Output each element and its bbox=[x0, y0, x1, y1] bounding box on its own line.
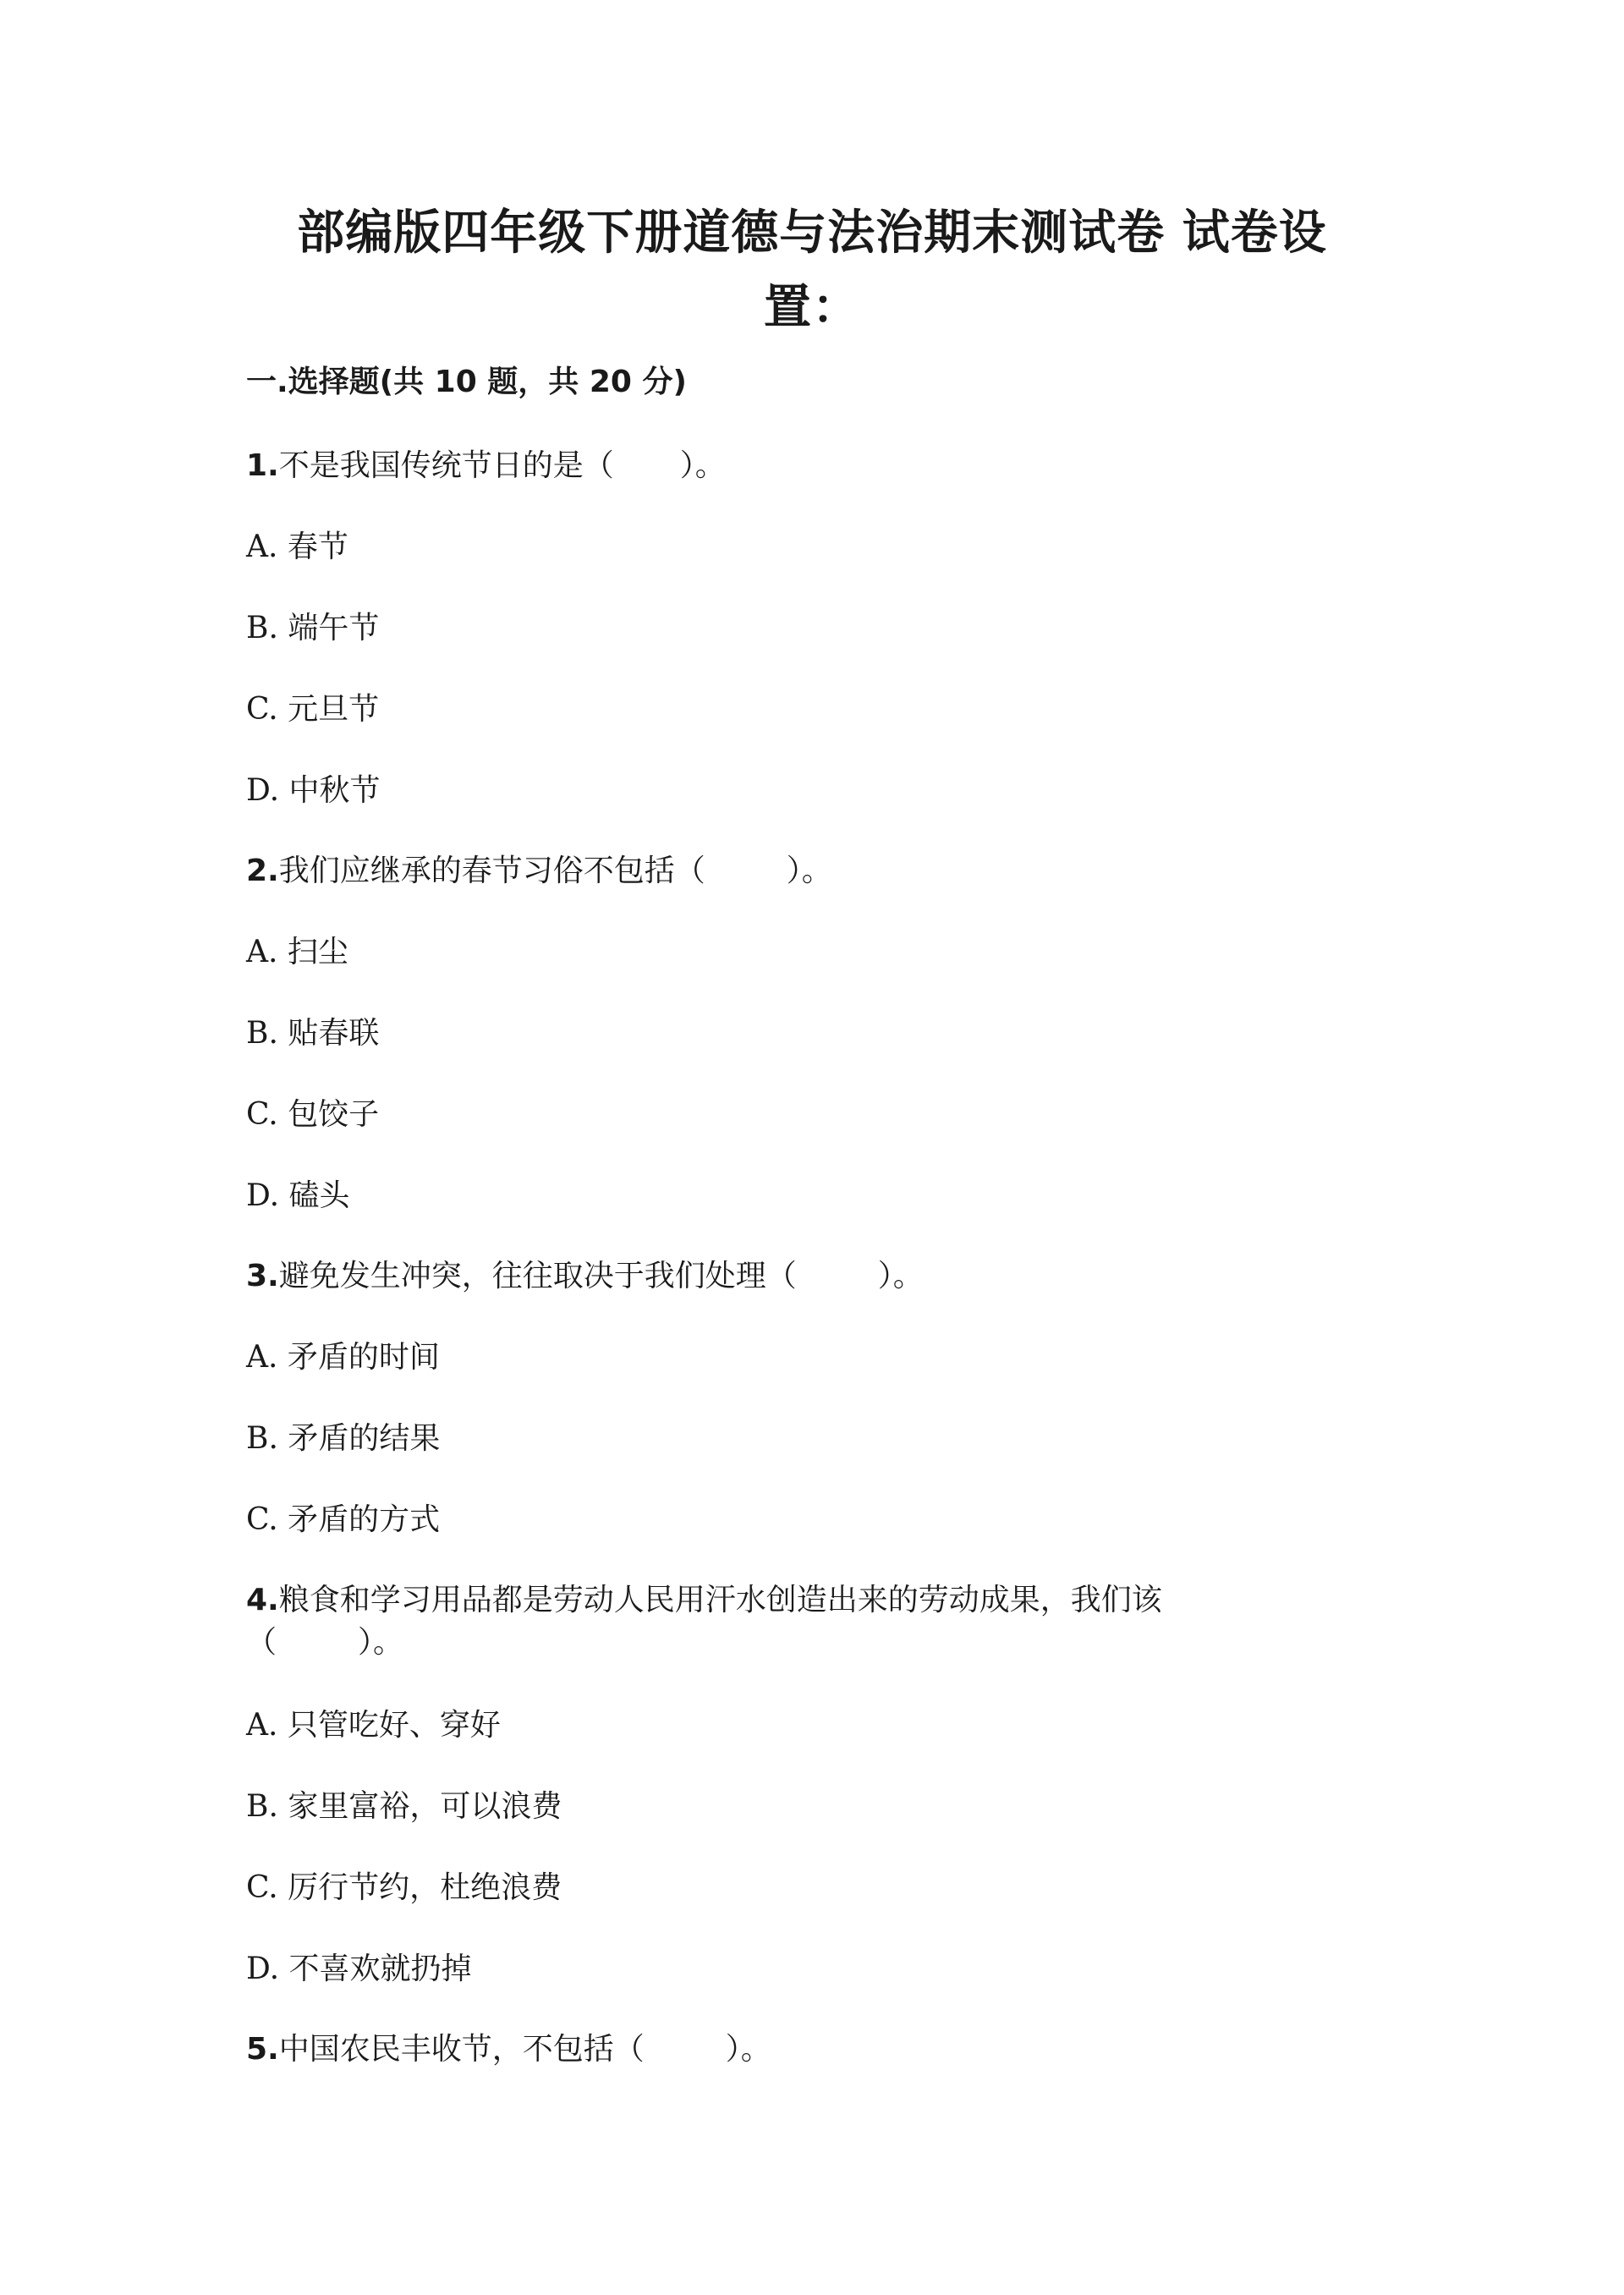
option: B. 家里富裕，可以浪费 bbox=[246, 1789, 562, 1824]
question-4-stem: 4.粮食和学习用品都是劳动人民用汗水创造出来的劳动成果，我们该 bbox=[246, 1583, 1162, 1617]
option: B. 矛盾的结果 bbox=[246, 1421, 441, 1456]
option: C. 包饺子 bbox=[246, 1097, 380, 1132]
question-4-stem-continued: （ ）。 bbox=[246, 1625, 404, 1660]
option: D. 不喜欢就扔掉 bbox=[246, 1952, 472, 1986]
question-number: 1. bbox=[246, 448, 279, 483]
option: D. 磕头 bbox=[246, 1178, 350, 1213]
question-2-stem: 2.我们应继承的春节习俗不包括（ ）。 bbox=[246, 854, 832, 888]
question-number: 3. bbox=[246, 1259, 279, 1293]
option: C. 矛盾的方式 bbox=[246, 1502, 441, 1537]
question-number: 2. bbox=[246, 854, 279, 888]
option: A. 春节 bbox=[246, 530, 348, 564]
option: D. 中秋节 bbox=[246, 773, 381, 808]
question-number: 4. bbox=[246, 1583, 279, 1617]
option: C. 厉行节约，杜绝浪费 bbox=[246, 1870, 562, 1905]
option: B. 贴春联 bbox=[246, 1016, 380, 1051]
question-1-stem: 1.不是我国传统节日的是（ ）。 bbox=[246, 448, 726, 483]
option: C. 元旦节 bbox=[246, 692, 380, 727]
option: B. 端午节 bbox=[246, 611, 380, 645]
exam-title: 部编版四年级下册道德与法治期末测试卷 试卷设置： bbox=[297, 206, 1327, 335]
option: A. 矛盾的时间 bbox=[246, 1340, 440, 1375]
option: A. 扫尘 bbox=[246, 935, 348, 969]
section-heading-choice: 一.选择题(共 10 题，共 20 分) bbox=[246, 365, 687, 399]
question-number: 5. bbox=[246, 2032, 279, 2067]
question-5-stem: 5.中国农民丰收节，不包括（ ）。 bbox=[246, 2032, 771, 2067]
option: A. 只管吃好、穿好 bbox=[246, 1708, 501, 1743]
question-3-stem: 3.避免发生冲突，往往取决于我们处理（ ）。 bbox=[246, 1259, 924, 1293]
